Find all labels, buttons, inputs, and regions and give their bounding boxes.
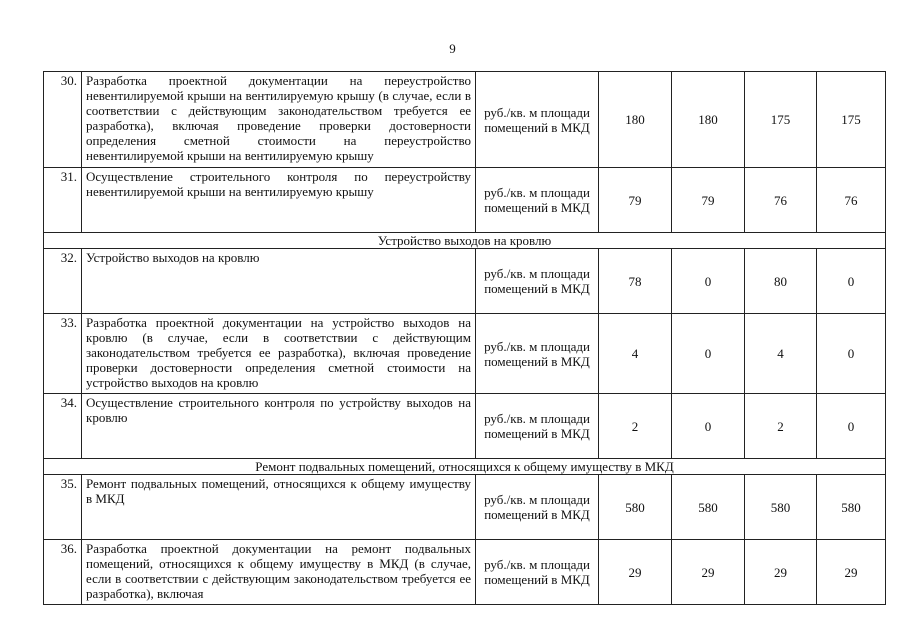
value-cell: 0 bbox=[817, 394, 886, 459]
value-cell: 79 bbox=[599, 168, 672, 233]
value-cell: 2 bbox=[745, 394, 817, 459]
value-cell: 29 bbox=[745, 540, 817, 605]
value-cell: 79 bbox=[672, 168, 745, 233]
value-cell: 4 bbox=[745, 314, 817, 394]
row-number: 36. bbox=[44, 540, 82, 605]
value-cell: 580 bbox=[745, 475, 817, 540]
row-number: 30. bbox=[44, 72, 82, 168]
value-cell: 0 bbox=[672, 314, 745, 394]
unit-cell: руб./кв. м площади помещений в МКД bbox=[476, 249, 599, 314]
row-number: 35. bbox=[44, 475, 82, 540]
value-cell: 0 bbox=[817, 249, 886, 314]
value-cell: 29 bbox=[599, 540, 672, 605]
value-cell: 80 bbox=[745, 249, 817, 314]
work-description: Ремонт подвальных помещений, относящихся к общему имуществу в МКД bbox=[82, 475, 476, 540]
value-cell: 180 bbox=[672, 72, 745, 168]
value-cell: 78 bbox=[599, 249, 672, 314]
rates-table bbox=[43, 71, 886, 605]
unit-cell: руб./кв. м площади помещений в МКД bbox=[476, 475, 599, 540]
table-row bbox=[44, 540, 886, 605]
table-row bbox=[44, 394, 886, 459]
table-row bbox=[44, 249, 886, 314]
row-number: 33. bbox=[44, 314, 82, 394]
value-cell: 580 bbox=[817, 475, 886, 540]
work-description: Разработка проектной документации на переустройство невентилируемой крыши на вентилируемую крышу (в случае, если в соответствии с действующим законодательством требуется ее разработка), включая проведение проверки достоверности определения сметной стоимости на переустройство невентилируемой крыши на вентилируемую крышу bbox=[82, 72, 476, 168]
table-row bbox=[44, 168, 886, 233]
unit-cell: руб./кв. м площади помещений в МКД bbox=[476, 394, 599, 459]
unit-cell: руб./кв. м площади помещений в МКД bbox=[476, 168, 599, 233]
value-cell: 0 bbox=[672, 249, 745, 314]
work-description: Осуществление строительного контроля по переустройству невентилируемой крыши на вентилируемую крышу bbox=[82, 168, 476, 233]
row-number: 34. bbox=[44, 394, 82, 459]
value-cell: 175 bbox=[745, 72, 817, 168]
value-cell: 76 bbox=[745, 168, 817, 233]
value-cell: 0 bbox=[817, 314, 886, 394]
table-row bbox=[44, 314, 886, 394]
section-title: Ремонт подвальных помещений, относящихся к общему имуществу в МКД bbox=[44, 459, 886, 475]
work-description: Устройство выходов на кровлю bbox=[82, 249, 476, 314]
unit-cell: руб./кв. м площади помещений в МКД bbox=[476, 314, 599, 394]
value-cell: 29 bbox=[817, 540, 886, 605]
value-cell: 76 bbox=[817, 168, 886, 233]
value-cell: 580 bbox=[599, 475, 672, 540]
unit-cell: руб./кв. м площади помещений в МКД bbox=[476, 72, 599, 168]
table-row bbox=[44, 72, 886, 168]
value-cell: 580 bbox=[672, 475, 745, 540]
work-description: Разработка проектной документации на устройство выходов на кровлю (в случае, если в соответствии с действующим законодательством требуется ее разработка), включая проведение проверки достоверности определения сметной стоимости на устройство выходов на кровлю bbox=[82, 314, 476, 394]
row-number: 31. bbox=[44, 168, 82, 233]
work-description: Разработка проектной документации на ремонт подвальных помещений, относящихся к общему имуществу в МКД (в случае, если в соответствии с действующим законодательством требуется ее разработка), включая bbox=[82, 540, 476, 605]
value-cell: 4 bbox=[599, 314, 672, 394]
value-cell: 2 bbox=[599, 394, 672, 459]
value-cell: 29 bbox=[672, 540, 745, 605]
value-cell: 175 bbox=[817, 72, 886, 168]
section-row bbox=[44, 459, 886, 475]
section-title: Устройство выходов на кровлю bbox=[44, 233, 886, 249]
row-number: 32. bbox=[44, 249, 82, 314]
value-cell: 180 bbox=[599, 72, 672, 168]
unit-cell: руб./кв. м площади помещений в МКД bbox=[476, 540, 599, 605]
section-row bbox=[44, 233, 886, 249]
page-number: 9 bbox=[449, 41, 456, 56]
work-description: Осуществление строительного контроля по устройству выходов на кровлю bbox=[82, 394, 476, 459]
value-cell: 0 bbox=[672, 394, 745, 459]
table-row bbox=[44, 475, 886, 540]
